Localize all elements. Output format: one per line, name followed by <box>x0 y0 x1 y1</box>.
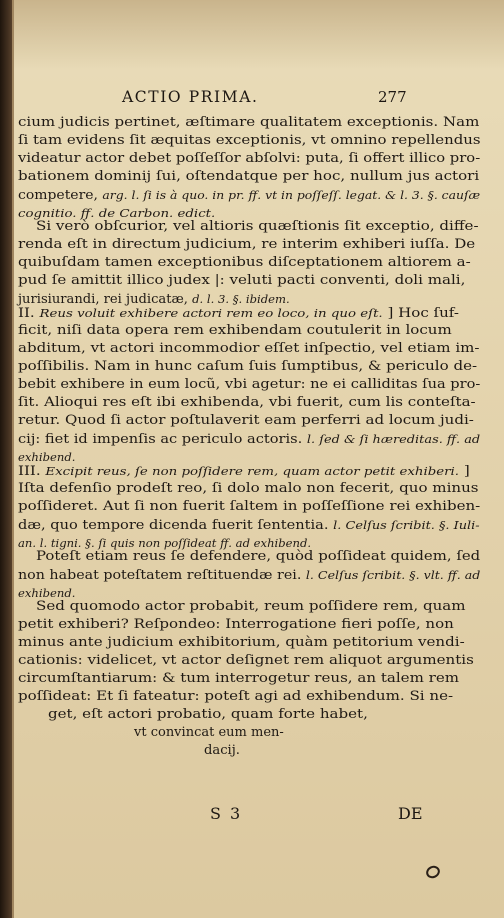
text-run: cij: fiet id impenſis ac periculo actoris. <box>18 432 307 447</box>
text-run: II. <box>18 306 40 321</box>
legal-citation: arg. l. ſi is à quo. in pr. ff. vt in poſſeſſ. legat. & l. 3. §. cauſæ <box>102 188 481 202</box>
text-run: Sed quomodo actor probabit, reum poſſidere rem, quam <box>36 599 466 614</box>
legal-citation: exhibend. <box>18 450 76 464</box>
text-run: get, eſt actori probatio, quam forte habet, <box>48 707 368 722</box>
text-line <box>18 304 459 322</box>
text-run: petit exhiberi? Reſpondeo: Interrogatione fieri poſſe, non <box>18 617 454 632</box>
text-line <box>18 150 480 168</box>
running-head-title: ACTIO PRIMA. <box>122 88 259 106</box>
text-line <box>18 498 480 516</box>
text-run: Si verò obſcurior, vel altioris quæſtionis ſit exceptio, diffe- <box>36 219 479 234</box>
legal-citation: d. l. 3. §. ibidem. <box>192 292 290 306</box>
text-run: ] Hoc ſuf- <box>382 306 459 321</box>
text-run: Poteſt etiam reus ſe defendere, quòd poſſideat quidem, ſed <box>36 549 481 564</box>
page-top-shade <box>14 0 504 70</box>
text-run: ſi tam evidens ſit æquitas exceptionis, vt omnino repellendus <box>18 133 481 148</box>
text-run: poſſideat: Et ſi fateatur: poteſt agi ad exhibendum. Si ne- <box>18 689 454 704</box>
text-run: cationis: videlicet, vt actor deſignet rem aliquot argumentis <box>18 653 474 668</box>
text-line <box>18 114 479 132</box>
text-line <box>204 742 240 760</box>
text-line <box>18 670 459 688</box>
text-line <box>18 462 470 480</box>
text-run: ficit, niſi data opera rem exhibendam coutulerit in locum <box>18 323 452 338</box>
text-line <box>48 706 368 724</box>
text-line <box>18 412 474 430</box>
text-line <box>18 322 452 340</box>
legal-citation: Reus voluit exhibere actori rem eo loco, in quo eſt. <box>39 306 383 320</box>
text-run: ſit. Alioqui res eſt ibi exhibenda, vbi fuerit, cum lis conteſta- <box>18 395 476 410</box>
text-run: dacij. <box>204 743 240 758</box>
text-run: bationem dominij ſui, oſtendatque per hoc, nullum jus actori <box>18 169 480 184</box>
ink-mark <box>424 864 442 881</box>
text-run: vt convincat eum men- <box>134 725 284 740</box>
text-line <box>18 272 465 290</box>
legal-citation: exhibend. <box>18 586 76 600</box>
text-run: minus ante judicium exhibitorium, quàm petitorium vendi- <box>18 635 465 650</box>
page-number: 277 <box>378 88 407 106</box>
legal-citation: Excipit reus, ſe non poſſidere rem, quam actor petit exhiberi. <box>45 464 460 478</box>
catchword: DE <box>398 804 423 823</box>
text-line <box>18 634 465 652</box>
text-line <box>18 566 480 584</box>
legal-citation: an. l. tigni. §. ſi quis non poſſideat ff. ad exhibend. <box>18 536 312 550</box>
text-line <box>18 132 481 150</box>
text-run: videatur actor debet poſſeſſor abſolvi: puta, ſi offert illico pro- <box>18 151 481 166</box>
legal-citation: l. Celſus ſcribit. §. Iuli- <box>333 518 480 532</box>
legal-citation: l. Celſus ſcribit. §. vlt. ff. ad <box>305 568 481 582</box>
legal-citation: l. ſed & ſi hæreditas. ff. ad <box>306 432 481 446</box>
text-run: cium judicis pertinet, æſtimare qualitatem exceptionis. Nam <box>18 115 480 130</box>
text-run: Iſta defenſio prodeſt reo, ſi dolo malo non fecerit, quo minus <box>18 481 479 496</box>
text-run: circumſtantiarum: & tum interrogetur reus, an talem rem <box>18 671 460 686</box>
text-line <box>36 218 479 236</box>
text-line <box>134 724 284 742</box>
text-line <box>18 516 480 534</box>
text-line <box>18 340 480 358</box>
text-run: pud ſe amittit illico judex |: veluti pacti conventi, doli mali, <box>18 273 466 288</box>
text-line <box>18 616 454 634</box>
text-run: ] <box>459 464 470 479</box>
text-line <box>18 652 474 670</box>
text-line <box>18 186 480 204</box>
text-line <box>18 394 476 412</box>
text-line <box>18 480 479 498</box>
signature-mark: S 3 <box>210 804 243 823</box>
text-run: poſſibilis. Nam in hunc caſum ſuis ſumptibus, & periculo de- <box>18 359 478 374</box>
text-run: bebit exhibere in eum locũ, vbi agetur: ne ei calliditas ſua pro- <box>18 377 481 392</box>
text-run: quibuſdam tamen exceptionibus diſceptationem altiorem a- <box>18 255 471 270</box>
text-run: competere, <box>18 188 103 203</box>
page-footer <box>14 804 504 828</box>
text-run: abditum, vt actori incommodior eſſet inſpectio, vel etiam im- <box>18 341 480 356</box>
text-line <box>18 168 479 186</box>
text-line <box>18 236 475 254</box>
text-run: renda eſt in directum judicium, re interim exhiberi iuſſa. De <box>18 237 476 252</box>
text-line <box>18 358 477 376</box>
text-run: retur. Quod ſi actor poſtulaverit eam perferri ad locum judi- <box>18 413 474 428</box>
text-line <box>18 254 471 272</box>
text-run: jurisiurandi, rei judicatæ, <box>18 292 193 307</box>
text-run: non habeat poteſtatem reſtituendæ rei. <box>18 568 306 583</box>
text-run: III. <box>18 464 46 479</box>
book-page <box>12 0 504 918</box>
running-head <box>14 88 504 112</box>
text-line <box>18 430 480 448</box>
text-run: dæ, quo tempore dicenda fuerit ſententia. <box>18 518 334 533</box>
text-line <box>18 376 480 394</box>
text-run: poſſideret. Aut ſi non fuerit ſaltem in poſſeſſione rei exhiben- <box>18 499 481 514</box>
text-line <box>18 688 453 706</box>
text-line <box>36 548 480 566</box>
legal-citation: cognitio. ff. de Carbon. edict. <box>18 206 216 220</box>
text-line <box>36 598 466 616</box>
